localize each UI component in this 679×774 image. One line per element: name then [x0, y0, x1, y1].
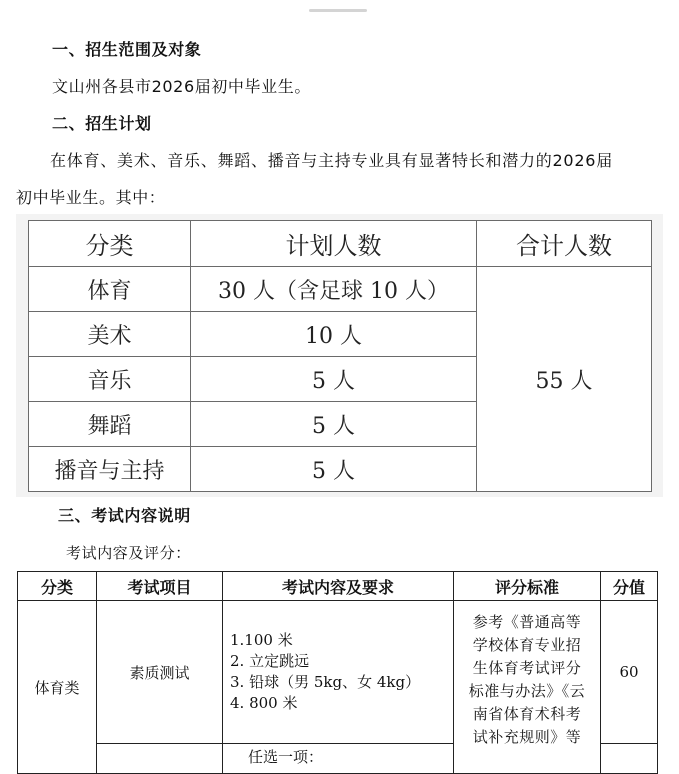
requirement-item: 1.100 米 [230, 631, 293, 649]
score-requirements-cell [223, 601, 454, 744]
score-standard-cell [454, 601, 601, 774]
section2-body-line1: 在体育、美术、音乐、舞蹈、播音与主持专业具有显著特长和潜力的2026届 [50, 151, 613, 170]
score-header-requirements: 考试内容及要求 [223, 572, 454, 601]
plan-category-cell: 体育 [29, 267, 191, 312]
standard-line: 标准与办法》《云 [468, 682, 586, 700]
requirement-item: 4. 800 米 [230, 694, 298, 712]
plan-count-cell: 5 人 [191, 402, 477, 447]
table-row [29, 267, 652, 312]
standard-line: 试补充规则》等 [472, 728, 582, 746]
standard-line: 学校体育专业招 [472, 636, 582, 654]
section2-heading: 二、招生计划 [52, 114, 152, 133]
requirement-item: 2. 立定跳远 [230, 652, 310, 670]
plan-category-cell: 音乐 [29, 357, 191, 402]
requirement-item: 3. 铅球（男 5kg、女 4kg） [230, 673, 421, 691]
score-header-standard: 评分标准 [454, 572, 601, 601]
score-header-category: 分类 [18, 572, 97, 601]
plan-count-cell: 10 人 [191, 312, 477, 357]
plan-header-total: 合计人数 [477, 221, 652, 267]
score-item-cell: 素质测试 [97, 601, 223, 744]
score-category-cell: 体育类 [18, 601, 97, 774]
plan-category-cell: 播音与主持 [29, 447, 191, 492]
section2-body-line2: 初中毕业生。其中： [16, 188, 166, 207]
top-divider [309, 9, 367, 12]
score-requirements-cell-next: 任选一项： [223, 744, 454, 774]
plan-table-header-row [29, 221, 652, 267]
section1-heading: 一、招生范围及对象 [52, 40, 202, 59]
section3-subheading: 考试内容及评分： [66, 544, 191, 562]
table-row [18, 601, 658, 744]
score-header-item: 考试项目 [97, 572, 223, 601]
plan-header-count: 计划人数 [191, 221, 477, 267]
score-header-points: 分值 [601, 572, 658, 601]
plan-count-cell: 5 人 [191, 357, 477, 402]
standard-line: 参考《普通高等 [472, 613, 582, 631]
plan-category-cell: 舞蹈 [29, 402, 191, 447]
section1-body: 文山州各县市2026届初中毕业生。 [52, 77, 311, 96]
section3-heading: 三、考试内容说明 [58, 506, 191, 525]
plan-table-image [16, 214, 663, 497]
plan-total-cell: 55 人 [477, 267, 652, 492]
plan-header-category: 分类 [29, 221, 191, 267]
plan-table [28, 220, 652, 492]
standard-line: 生体育考试评分 [472, 659, 582, 677]
standard-line: 南省体育术科考 [472, 705, 582, 723]
plan-count-cell: 5 人 [191, 447, 477, 492]
plan-category-cell: 美术 [29, 312, 191, 357]
score-table [17, 571, 658, 774]
score-points-cell: 60 [601, 601, 658, 744]
plan-count-cell: 30 人（含足球 10 人） [191, 267, 477, 312]
score-table-header-row [18, 572, 658, 601]
